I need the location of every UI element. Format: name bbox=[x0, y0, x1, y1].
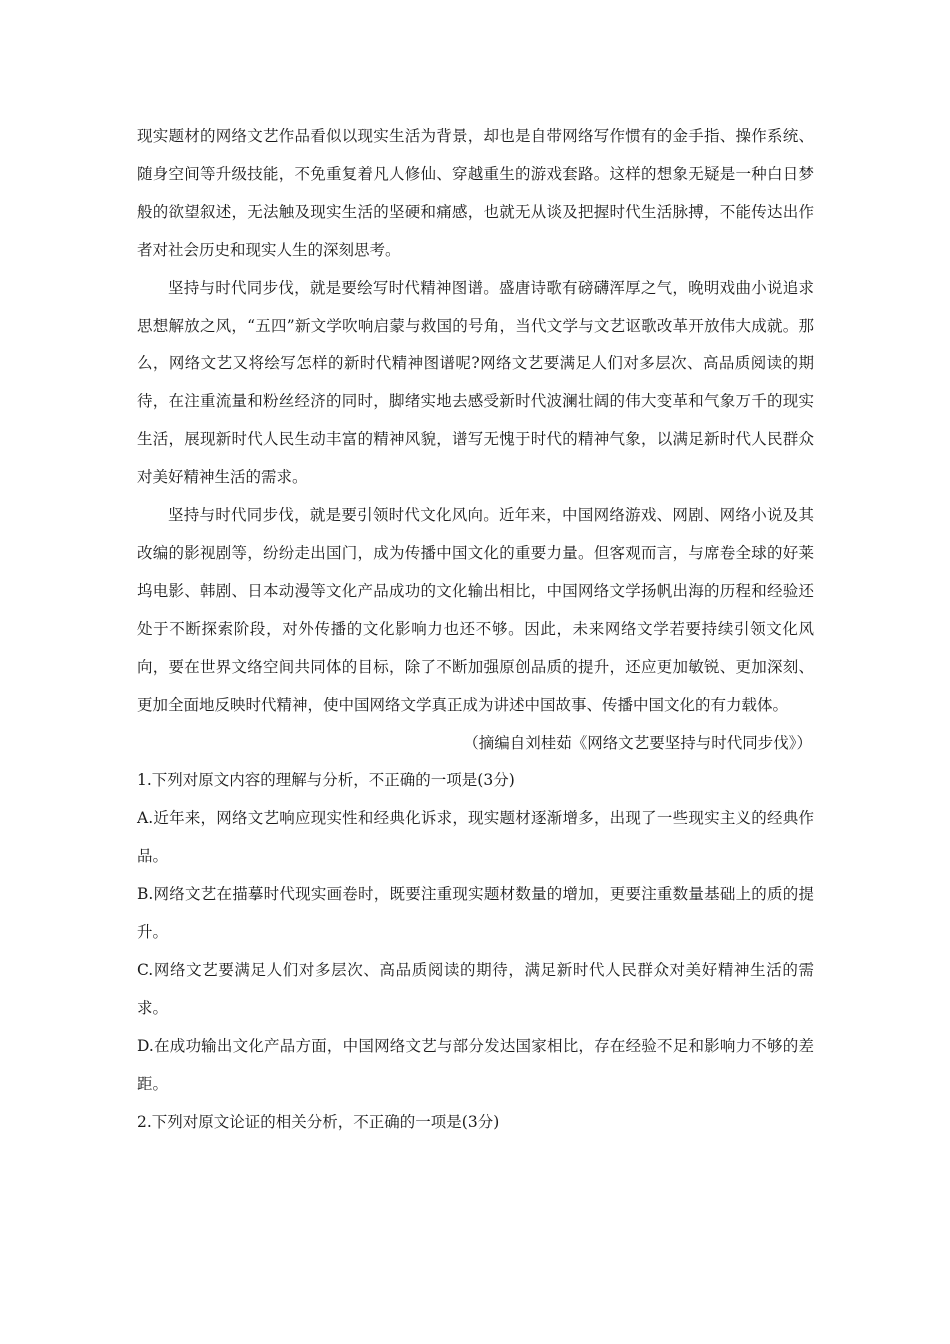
question-1-option-d: D.在成功输出文化产品方面，中国网络文艺与部分发达国家相比，存在经验不足和影响力不够的差距。 bbox=[137, 1036, 814, 1093]
question-1-option-b: B.网络文艺在描摹时代现实画卷时，既要注重现实题材数量的增加，更要注重数量基础上的质的提升。 bbox=[137, 885, 814, 942]
question-1-option-c: C.网络文艺要满足人们对多层次、高品质阅读的期待，满足新时代人民群众对美好精神生活的需求。 bbox=[137, 960, 814, 1017]
document-page bbox=[137, 118, 814, 1141]
article-paragraph-2: 坚持与时代同步伐，就是要绘写时代精神图谱。盛唐诗歌有磅礴浑厚之气，晚明戏曲小说追求思想解放之风，“五四”新文学吹响启蒙与救国的号角，当代文学与文艺讴歌改革开放伟大成就。那么，网络文艺又将绘写怎样的新时代精神图谱呢?网络文艺要满足人们对多层次、高品质阅读的期待，在注重流量和粉丝经济的同时，脚绪实地去感受新时代波澜壮阔的伟大变革和气象万千的现实生活，展现新时代人民生动丰富的精神风貌，谱写无愧于时代的精神气象，以满足新时代人民群众对美好精神生活的需求。 bbox=[137, 278, 814, 487]
question-1-stem: 1.下列对原文内容的理解与分析，不正确的一项是(3分) bbox=[137, 771, 515, 790]
article-paragraph-1: 现实题材的网络文艺作品看似以现实生活为背景，却也是自带网络写作惯有的金手指、操作系统、随身空间等升级技能，不免重复着凡人修仙、穿越重生的游戏套路。这样的想象无疑是一种白日梦般的欲望叙述，无法触及现实生活的坚硬和痛感，也就无从谈及把握时代生活脉搏，不能传达出作者对社会历史和现实人生的深刻思考。 bbox=[137, 127, 814, 259]
article-paragraph-3: 坚持与时代同步伐，就是要引领时代文化风向。近年来，中国网络游戏、网剧、网络小说及其改编的影视剧等，纷纷走出国门，成为传播中国文化的重要力量。但客观而言，与席卷全球的好莱坞电影、韩剧、日本动漫等文化产品成功的文化输出相比，中国网络文学扬帆出海的历程和经验还处于不断探索阶段，对外传播的文化影响力也还不够。因此，未来网络文学若要持续引领文化风向，要在世界文络空间共同体的目标，除了不断加强原创品质的提升，还应更加敏锐、更加深刻、更加全面地反映时代精神，使中国网络文学真正成为讲述中国故事、传播中国文化的有力载体。 bbox=[137, 506, 814, 714]
question-2-stem: 2.下列对原文论证的相关分析，不正确的一项是(3分) bbox=[137, 1112, 500, 1131]
question-1-option-a: A.近年来，网络文艺响应现实性和经典化诉求，现实题材逐渐增多，出现了一些现实主义的经典作品。 bbox=[137, 809, 814, 866]
article-source-citation: （摘编自刘桂茹《网络文艺要坚持与时代同步伐》） bbox=[463, 733, 812, 752]
